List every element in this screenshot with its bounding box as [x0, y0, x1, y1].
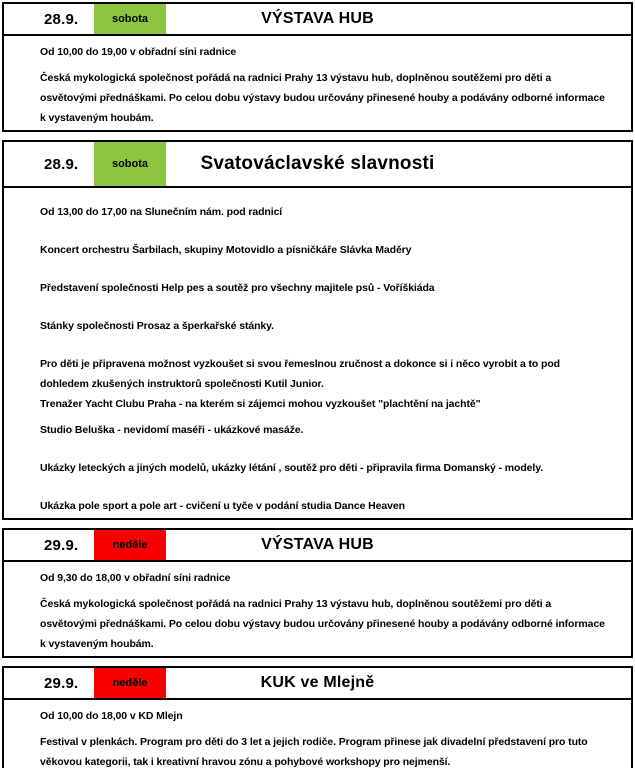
event-paragraph: Pro děti je připravena možnost vyzkoušet si svou řemeslnou zručnost a dokonce si i něco vyrobit a to pod dohledem zkušených instruktorů společnosti Kutil Junior. — [40, 358, 560, 390]
section-header — [4, 668, 631, 700]
event-paragraph: Od 10,00 do 18,00 v KD Mlejn — [40, 710, 183, 722]
day-badge: sobota — [94, 4, 166, 34]
event-paragraph: Od 10,00 do 19,00 v obřadní síni radnice — [40, 46, 237, 58]
event-section — [2, 528, 633, 658]
section-header — [4, 142, 631, 188]
section-header — [4, 530, 631, 562]
event-title: Svatováclavské slavnosti — [200, 153, 435, 174]
day-badge: sobota — [94, 142, 166, 186]
event-paragraph: Stánky společnosti Prosaz a šperkařské stánky. — [40, 320, 274, 332]
event-paragraph: Ukázky leteckých a jiných modelů, ukázky létání , soutěž pro děti - připravila firma Domanský - modely. — [40, 462, 544, 474]
event-paragraph: Od 9,30 do 18,00 v obřadní síni radnice — [40, 572, 231, 584]
event-paragraph: Festival v plenkách. Program pro děti do 3 let a jejich rodiče. Program přinese jak divadelní představení pro tuto věkovou kategorii, tak i kreativní hravou zónu a pohybové workshopy pro nejmenší. — [40, 736, 588, 768]
event-title: VÝSTAVA HUB — [261, 536, 374, 553]
event-title: VÝSTAVA HUB — [261, 10, 374, 27]
event-paragraph: Česká mykologická společnost pořádá na radnici Prahy 13 výstavu hub, doplněnou soutěžemi pro děti a osvětovými přednáškami. Po celou dobu výstavy budou určovány přinesené houby a podávány odborné informace k vystaveným houbám. — [40, 598, 605, 650]
section-body — [4, 562, 631, 656]
event-paragraph: Představení společnosti Help pes a soutěž pro všechny majitele psů - Voříškiáda — [40, 282, 435, 294]
event-section — [2, 666, 633, 768]
event-paragraph: Česká mykologická společnost pořádá na radnici Prahy 13 výstavu hub, doplněnou soutěžemi pro děti a osvětovými přednáškami. Po celou dobu výstavy budou určovány přinesené houby a podávány odborné informace k vystaveným houbám. — [40, 72, 605, 124]
section-body — [4, 188, 631, 518]
day-badge: neděle — [94, 668, 166, 698]
event-date: 28.9. — [44, 10, 79, 28]
event-section — [2, 2, 633, 132]
event-paragraph: Koncert orchestru Šarbilach, skupiny Motovidlo a písničkáře Slávka Maděry — [40, 244, 412, 256]
event-paragraph: Trenažer Yacht Clubu Praha - na kterém si zájemci mohou vyzkoušet "plachtění na jachtě" — [40, 398, 481, 410]
event-paragraph: Od 13,00 do 17,00 na Slunečním nám. pod radnicí — [40, 206, 283, 218]
event-date: 29.9. — [44, 536, 79, 554]
day-badge: neděle — [94, 530, 166, 560]
event-paragraph: Studio Beluška - nevidomí maséři - ukázkové masáže. — [40, 424, 304, 436]
section-header — [4, 4, 631, 36]
event-date: 28.9. — [44, 155, 79, 173]
section-body — [4, 700, 631, 768]
event-section — [2, 140, 633, 520]
event-paragraph: Ukázka pole sport a pole art - cvičení u tyče v podání studia Dance Heaven — [40, 500, 405, 512]
event-title: KUK ve Mlejně — [260, 674, 375, 691]
section-body — [4, 36, 631, 130]
event-date: 29.9. — [44, 674, 79, 692]
